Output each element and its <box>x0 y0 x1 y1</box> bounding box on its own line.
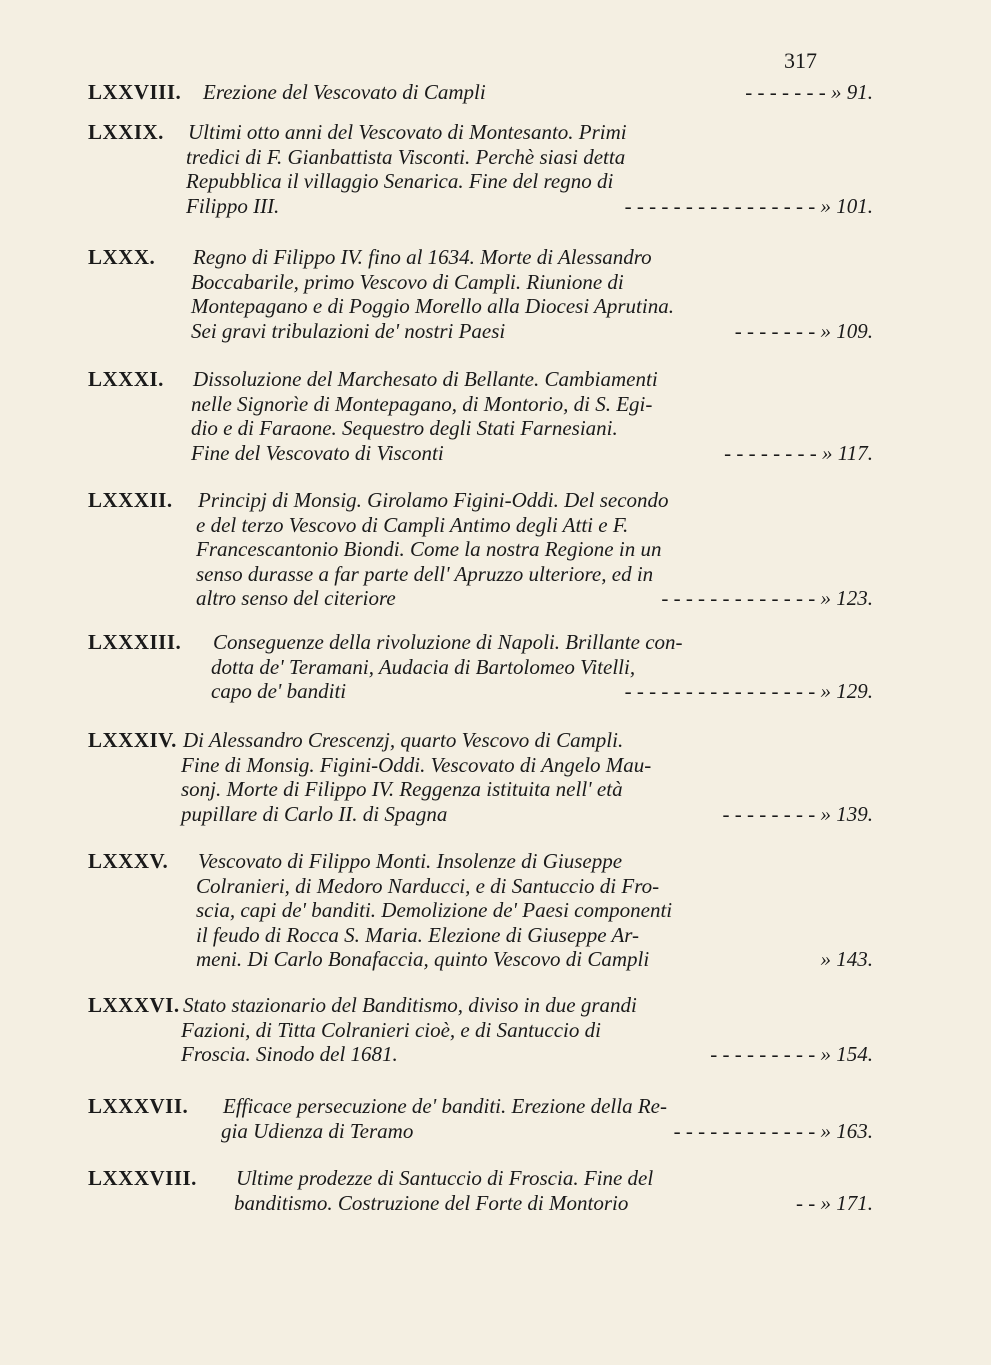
entry-line <box>88 513 873 538</box>
entry-line <box>88 1191 873 1216</box>
entry-line <box>88 1094 873 1119</box>
page-ref-number: 139. <box>836 801 873 826</box>
entry-text: Principj di Monsig. Girolamo Figini-Oddi. Del secondo <box>198 488 669 512</box>
toc-entry <box>88 728 873 826</box>
dot-leader: - - - - - - - - - - - - - - - - » <box>624 193 831 218</box>
entry-line <box>88 294 873 319</box>
entry-line <box>88 655 873 680</box>
entry-line <box>88 728 873 753</box>
entry-text: banditismo. Costruzione del Forte di Montorio <box>234 1190 629 1215</box>
entry-line <box>88 1166 873 1191</box>
entry-line <box>88 120 873 145</box>
entry-text: Di Alessandro Crescenzj, quarto Vescovo di Campli. <box>183 728 624 752</box>
entry-line <box>88 562 873 587</box>
entry-text: meni. Di Carlo Bonafaccia, quinto Vescovo di Campli <box>196 947 650 971</box>
entry-line <box>88 753 873 778</box>
chapter-numeral: LXXXVI. <box>88 993 180 1017</box>
entry-text: Colranieri, di Medoro Narducci, e di Santuccio di Fro- <box>196 873 660 898</box>
entry-line <box>88 245 873 270</box>
entry-text: Fine del Vescovato di Visconti <box>191 440 444 465</box>
entry-text: Sei gravi tribulazioni de' nostri Paesi <box>191 318 506 343</box>
entry-text: Repubblica il villaggio Senarica. Fine del regno di <box>186 169 614 193</box>
entry-text: pupillare di Carlo II. di Spagna <box>181 801 448 826</box>
entry-line <box>88 947 873 972</box>
entry-text: Conseguenze della rivoluzione di Napoli. Brillante con- <box>213 630 683 654</box>
toc-entry <box>88 849 873 972</box>
entry-line <box>88 169 873 194</box>
page-reference <box>674 1119 873 1144</box>
entry-line <box>88 194 873 219</box>
entry-text: Ultime prodezze di Santuccio di Froscia. Fine del <box>236 1166 654 1190</box>
entry-text: Montepagano e di Poggio Morello alla Diocesi Aprutina. <box>191 294 674 318</box>
page-reference <box>735 319 873 344</box>
entry-line <box>88 319 873 344</box>
page-reference <box>661 586 873 611</box>
chapter-numeral: LXXXI. <box>88 367 164 391</box>
dot-leader: - - - - - - - » <box>745 80 842 104</box>
entry-line <box>88 777 873 802</box>
dot-leader: - - - - - - - - - - - - - » <box>661 586 831 610</box>
entry-text: Stato stazionario del Banditismo, diviso in due grandi <box>183 993 637 1017</box>
entry-text: Efficace persecuzione de' banditi. Erezione della Re- <box>223 1094 667 1118</box>
entry-line <box>88 80 873 105</box>
chapter-numeral: LXXXIII. <box>88 630 182 654</box>
entry-line <box>88 993 873 1018</box>
entry-line <box>88 802 873 827</box>
page-reference <box>625 679 873 704</box>
page-ref-number: 101. <box>836 193 873 218</box>
entry-text: senso durasse a far parte dell' Apruzzo ulteriore, ed in <box>196 561 654 586</box>
entry-text: Fazioni, di Titta Colranieri cioè, e di Santuccio di <box>181 1017 601 1042</box>
dot-leader: - - - - - - - » <box>734 318 831 343</box>
page-reference <box>724 441 873 466</box>
entry-text: Regno di Filippo IV. fino al 1634. Morte di Alessandro <box>193 245 652 269</box>
entry-line <box>88 416 873 441</box>
entry-text: dio e di Faraone. Sequestro degli Stati Farnesiani. <box>191 416 618 440</box>
entry-line <box>88 441 873 466</box>
page-reference <box>796 1191 873 1216</box>
entry-line <box>88 586 873 611</box>
dot-leader: - - - - - - - - - - - - » <box>673 1118 831 1143</box>
entry-text: e del terzo Vescovo di Campli Antimo degli Atti e F. <box>196 512 629 537</box>
entry-line <box>88 923 873 948</box>
entry-line <box>88 1119 873 1144</box>
dot-leader: - - - - - - - - » <box>722 801 831 826</box>
page-ref-number: 171. <box>836 1190 873 1215</box>
chapter-numeral: LXXVIII. <box>88 80 182 104</box>
entry-text: Ultimi otto anni del Vescovato di Montesanto. Primi <box>188 120 627 144</box>
page-reference <box>723 802 873 827</box>
entry-text: tredici di F. Gianbattista Visconti. Perchè siasi detta <box>186 144 626 169</box>
chapter-numeral: LXXXV. <box>88 849 169 873</box>
entry-text: dotta de' Teramani, Audacia di Bartolomeo Vitelli, <box>211 654 636 679</box>
page-ref-number: 154. <box>836 1042 873 1066</box>
chapter-numeral: LXXX. <box>88 245 156 269</box>
toc-entry <box>88 120 873 218</box>
entry-text: Vescovato di Filippo Monti. Insolenze di Giuseppe <box>198 849 623 873</box>
toc-entry <box>88 1166 873 1215</box>
entry-text: il feudo di Rocca S. Maria. Elezione di Giuseppe Ar- <box>196 922 640 947</box>
entry-line <box>88 392 873 417</box>
dot-leader: » <box>820 947 831 971</box>
toc-entry <box>88 367 873 465</box>
entry-text: gia Udienza di Teramo <box>221 1118 414 1143</box>
dot-leader: - - » <box>796 1190 831 1215</box>
entry-line <box>88 898 873 923</box>
entry-text: Boccabarile, primo Vescovo di Campli. Riunione di <box>191 269 624 294</box>
entry-text: sonj. Morte di Filippo IV. Reggenza istituita nell' età <box>181 777 623 801</box>
chapter-numeral: LXXXII. <box>88 488 173 512</box>
entry-line <box>88 270 873 295</box>
page-ref-number: 117. <box>837 440 873 465</box>
entry-text: Francescantonio Biondi. Come la nostra Regione in un <box>196 537 662 561</box>
page-ref-number: 163. <box>836 1118 873 1143</box>
chapter-numeral: LXXXVII. <box>88 1094 189 1118</box>
entry-text: Filippo III. <box>186 193 280 218</box>
entry-line <box>88 488 873 513</box>
entry-text: scia, capi de' banditi. Demolizione de' Paesi componenti <box>196 898 673 922</box>
page-ref-number: 123. <box>836 586 873 610</box>
entry-line <box>88 145 873 170</box>
entry-text: capo de' banditi <box>211 679 347 703</box>
entry-text: altro senso del citeriore <box>196 586 396 610</box>
toc-entry <box>88 245 873 343</box>
page-reference <box>710 1042 873 1067</box>
page-ref-number: 129. <box>836 679 873 703</box>
entry-text: nelle Signorìe di Montepagano, di Montorio, di S. Egi- <box>191 391 653 416</box>
page-ref-number: 109. <box>836 318 873 343</box>
dot-leader: - - - - - - - - - » <box>710 1042 831 1066</box>
entry-line <box>88 849 873 874</box>
toc-entry <box>88 80 873 105</box>
entry-line <box>88 1042 873 1067</box>
entry-text: Dissoluzione del Marchesato di Bellante. Cambiamenti <box>193 367 658 391</box>
page-number: 317 <box>784 48 817 73</box>
dot-leader: - - - - - - - - » <box>724 440 833 465</box>
toc-entry <box>88 488 873 611</box>
toc-entry <box>88 630 873 704</box>
entry-text: Fine di Monsig. Figini-Oddi. Vescovato di Angelo Mau- <box>181 752 652 777</box>
entry-text: Erezione del Vescovato di Campli <box>203 80 486 104</box>
page-ref-number: 91. <box>846 80 873 104</box>
entry-line <box>88 537 873 562</box>
entry-text: Froscia. Sinodo del 1681. <box>181 1042 398 1066</box>
entry-line <box>88 1018 873 1043</box>
toc-entry <box>88 993 873 1067</box>
page-ref-number: 143. <box>836 947 873 971</box>
chapter-numeral: LXXXIV. <box>88 728 177 752</box>
entry-line <box>88 630 873 655</box>
toc-entry <box>88 1094 873 1143</box>
entry-line <box>88 874 873 899</box>
page-reference <box>745 80 873 105</box>
page-reference <box>821 947 874 972</box>
chapter-numeral: LXXXVIII. <box>88 1166 197 1190</box>
dot-leader: - - - - - - - - - - - - - - - - » <box>624 679 831 703</box>
entry-line <box>88 679 873 704</box>
page-reference <box>625 194 873 219</box>
entry-line <box>88 367 873 392</box>
chapter-numeral: LXXIX. <box>88 120 164 144</box>
